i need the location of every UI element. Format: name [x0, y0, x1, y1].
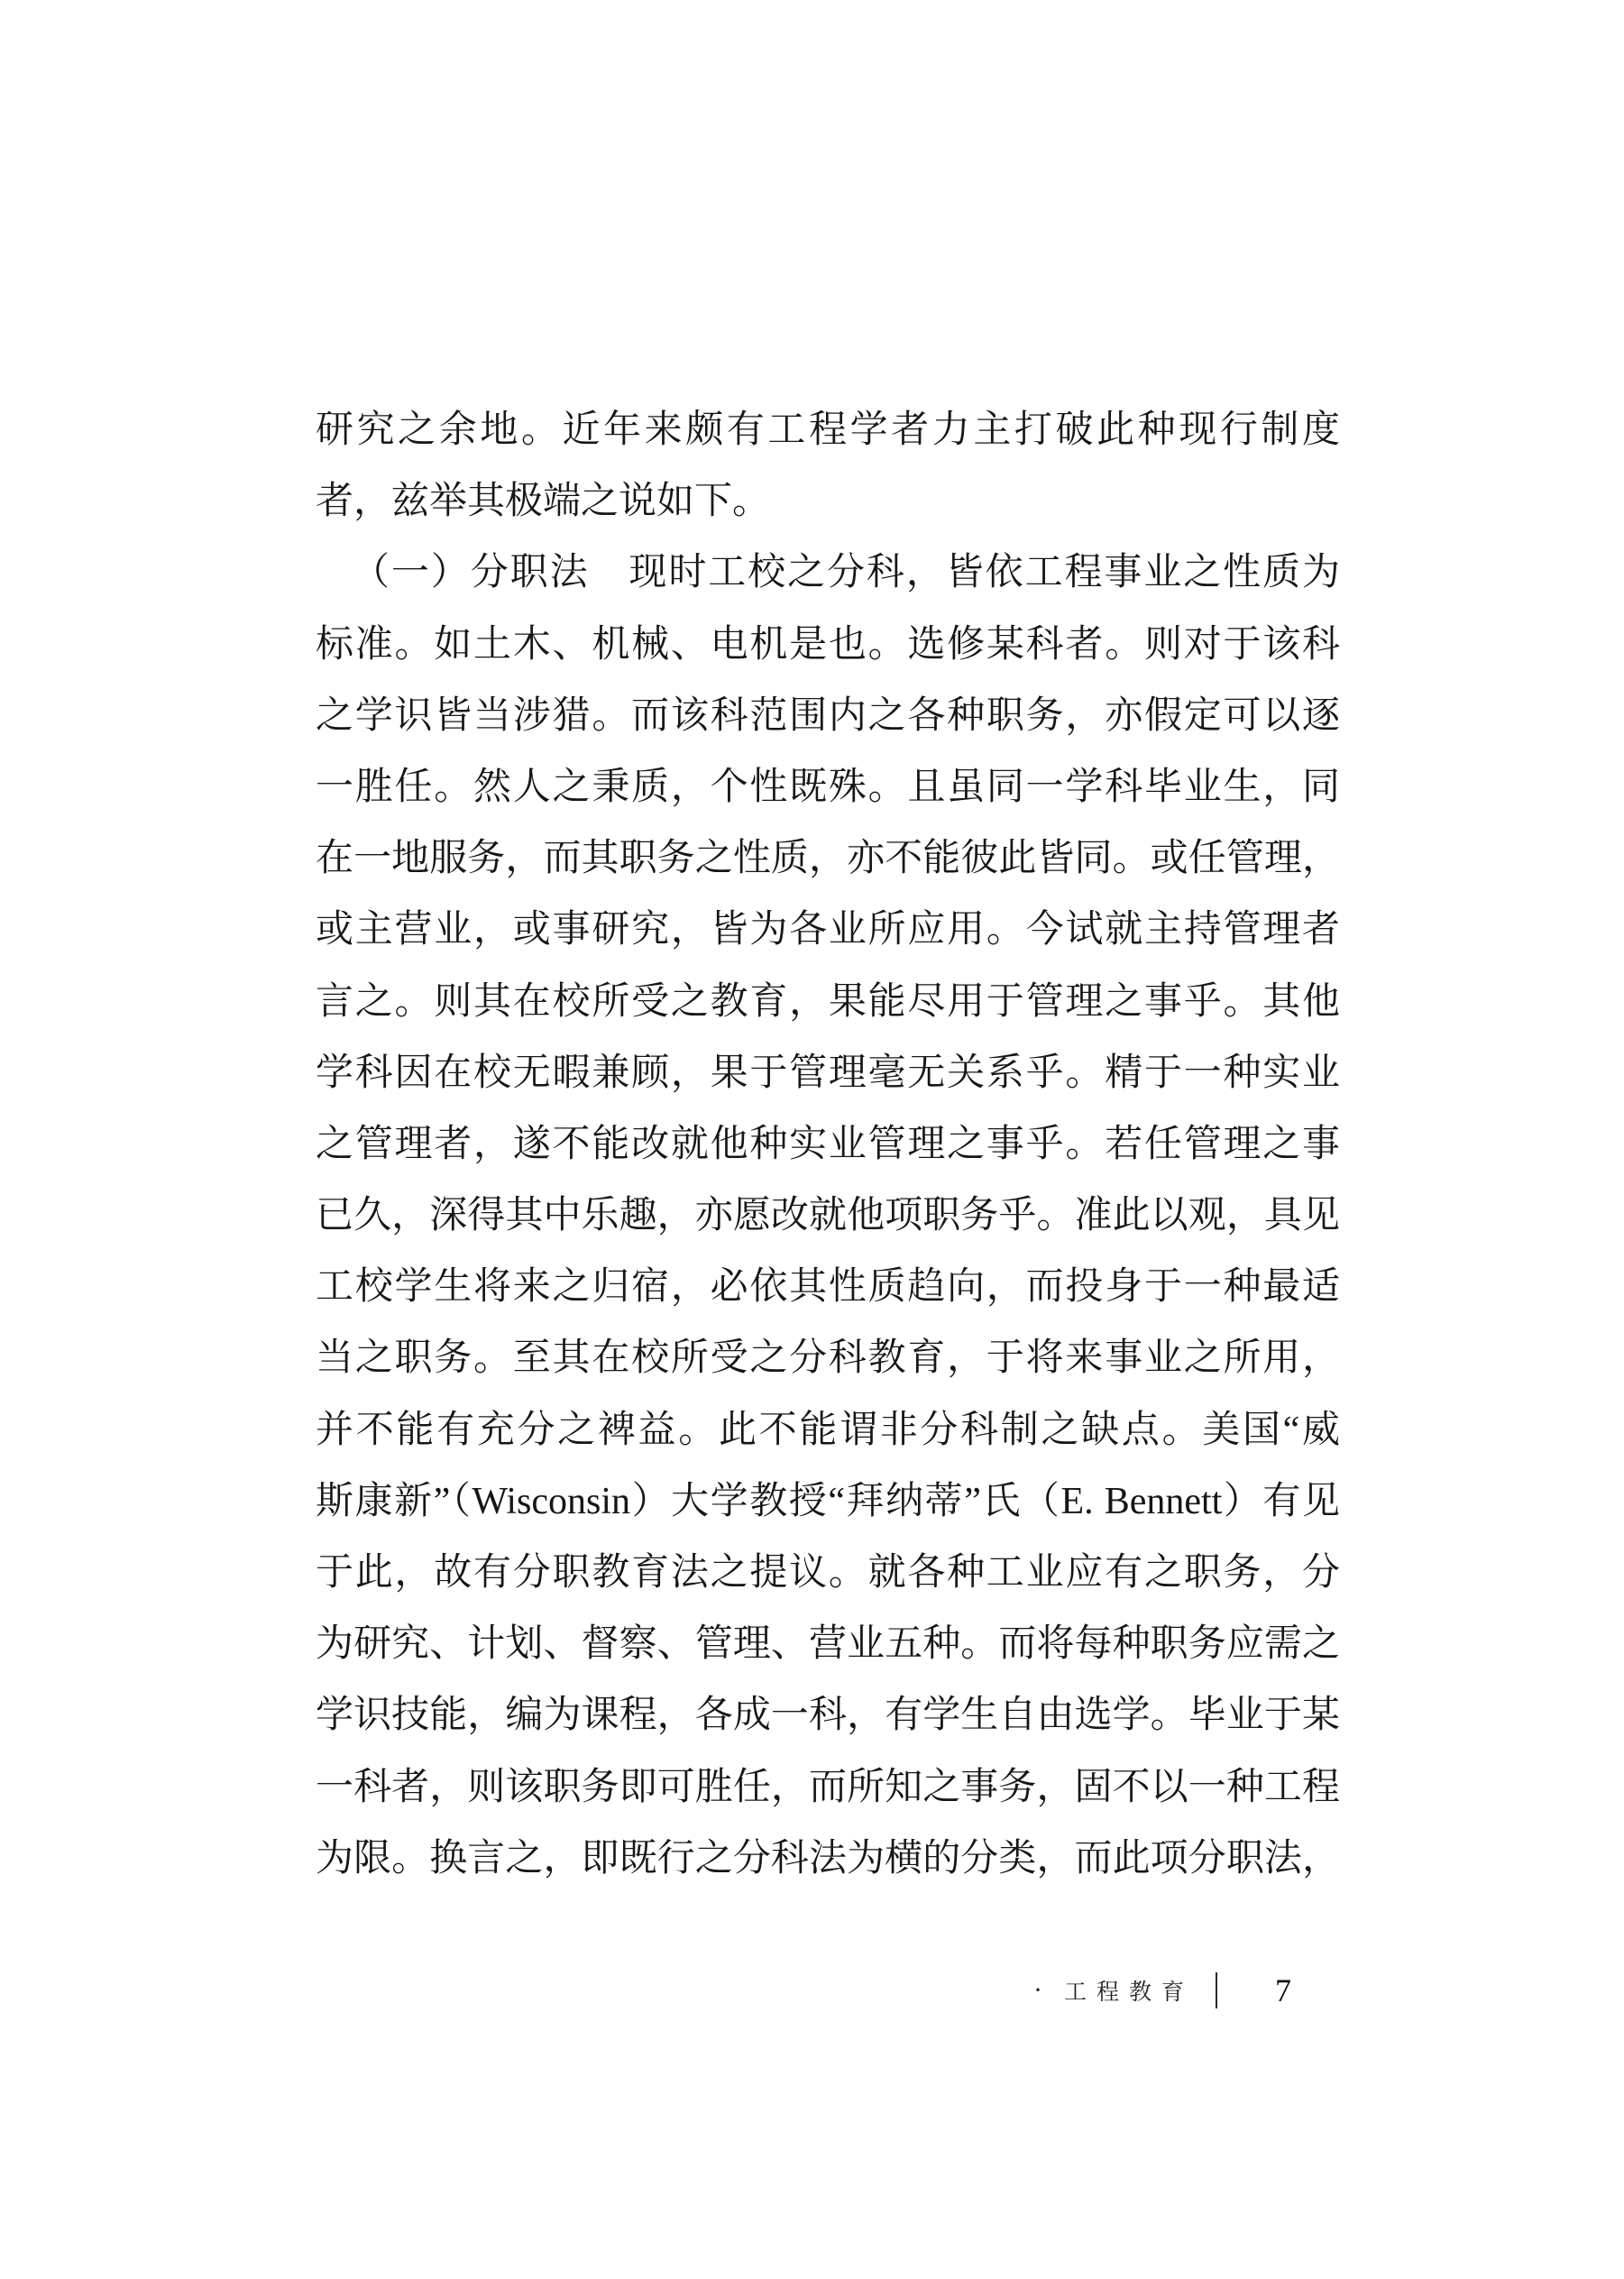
text-line: 一科者，则该职务即可胜任，而所知之事务，固不以一种工程	[316, 1766, 1340, 1808]
text-line: 在一地服务，而其职务之性质，亦不能彼此皆同。或任管理，	[316, 838, 1340, 880]
page-body	[316, 395, 1340, 1895]
text-line: 研究之余地。近年来颇有工程学者力主打破此种现行制度	[316, 409, 1340, 451]
footer-divider-line	[1216, 1972, 1217, 2008]
text-line: 斯康新”（Wisconsin）大学教授“拜纳蒂”氏（E. Bennett）有见	[316, 1480, 1340, 1522]
text-line: 之学识皆当涉猎。而该科范围内之各种职务，亦假定可以逐	[316, 694, 1340, 737]
text-line: 为限。换言之，即既行之分科法为横的分类，而此项分职法，	[316, 1837, 1340, 1879]
text-line: 当之职务。至其在校所受之分科教育，于将来事业之所用，	[316, 1337, 1340, 1380]
text-line: 工校学生将来之归宿，必依其性质趋向，而投身于一种最适	[316, 1266, 1340, 1309]
text-line: 之管理者，遂不能改就他种实业管理之事乎。若任管理之事	[316, 1123, 1340, 1165]
text-line: 为研究、计划、督察、管理、营业五种。而将每种职务应需之	[316, 1623, 1340, 1666]
text-line: 标准。如土木、机械、电机是也。选修某科者。则对于该科	[316, 623, 1340, 666]
text-line: 学科因在校无暇兼顾，果于管理毫无关系乎。精于一种实业	[316, 1052, 1340, 1094]
text-line: 或主营业，或事研究，皆为各业所应用。今试就主持管理者	[316, 909, 1340, 951]
page-footer	[1033, 1969, 1291, 2012]
text-line: 学识技能，编为课程，各成一科，有学生自由选学。毕业于某	[316, 1695, 1340, 1737]
text-line: 于此，故有分职教育法之提议。就各种工业应有之职务，分	[316, 1552, 1340, 1594]
text-line: 者，兹举其极端之说如下。	[316, 481, 771, 523]
text-line: （一）分职法 现时工校之分科，皆依工程事业之性质为	[352, 552, 1340, 594]
text-line: 并不能有充分之裨益。此不能谓非分科制之缺点。美国“威	[316, 1409, 1340, 1451]
text-line: 已久，深得其中乐趣，亦愿改就他项职务乎。准此以观，具见	[316, 1195, 1340, 1237]
footer-book-title: 工程教育	[1064, 1980, 1195, 2005]
text-line: 言之。则其在校所受之教育，果能尽用于管理之事乎。其他	[316, 980, 1340, 1023]
page-number: 7	[1275, 1972, 1292, 2008]
footer-bullet-dot: ·	[1033, 1975, 1042, 2005]
text-line: 一胜任。然人之秉质，个性既殊。且虽同一学科毕业生，同	[316, 766, 1340, 808]
